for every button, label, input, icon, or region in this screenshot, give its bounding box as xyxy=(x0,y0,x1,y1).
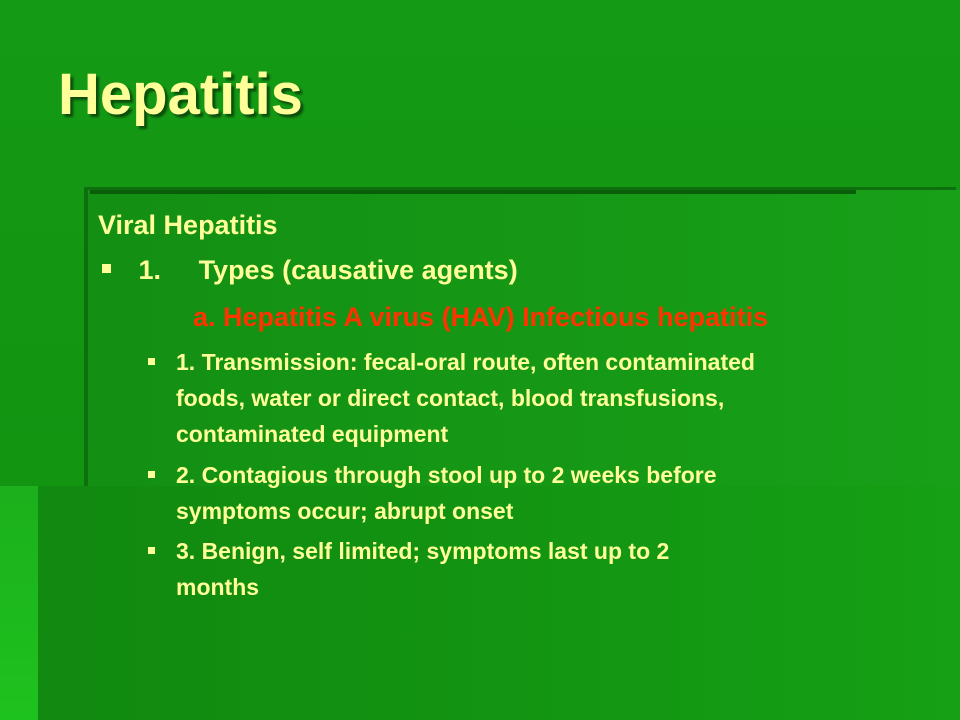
section-heading: Viral Hepatitis xyxy=(98,210,278,240)
list-item xyxy=(148,344,936,452)
list-item-line: 2. Contagious through stool up to 2 weeks before xyxy=(176,462,717,488)
sub-item-a: a. Hepatitis A virus (HAV) Infectious hepatitis xyxy=(193,302,769,332)
list-item-line: contaminated equipment xyxy=(176,421,449,447)
list-item-line: symptoms occur; abrupt onset xyxy=(176,498,514,524)
list-item-text xyxy=(176,457,936,529)
slide-title: Hepatitis xyxy=(58,62,303,127)
level1-item xyxy=(102,255,518,286)
square-bullet-icon xyxy=(148,547,155,554)
list-item-line: months xyxy=(176,574,260,600)
square-bullet-icon xyxy=(102,264,111,273)
list-item-text xyxy=(176,533,936,605)
level1-text: Types (causative agents) xyxy=(198,255,518,285)
square-bullet-icon xyxy=(148,358,155,365)
list-item xyxy=(148,533,936,605)
square-bullet-icon xyxy=(148,471,155,478)
level1-number: 1. xyxy=(138,255,162,285)
list-item-line: 1. Transmission: fecal-oral route, often contaminated xyxy=(176,349,755,375)
list-item xyxy=(148,457,936,529)
list-item-line: foods, water or direct contact, blood transfusions, xyxy=(176,385,725,411)
list-item-line: 3. Benign, self limited; symptoms last up to 2 xyxy=(176,538,670,564)
list-item-text xyxy=(176,344,936,452)
